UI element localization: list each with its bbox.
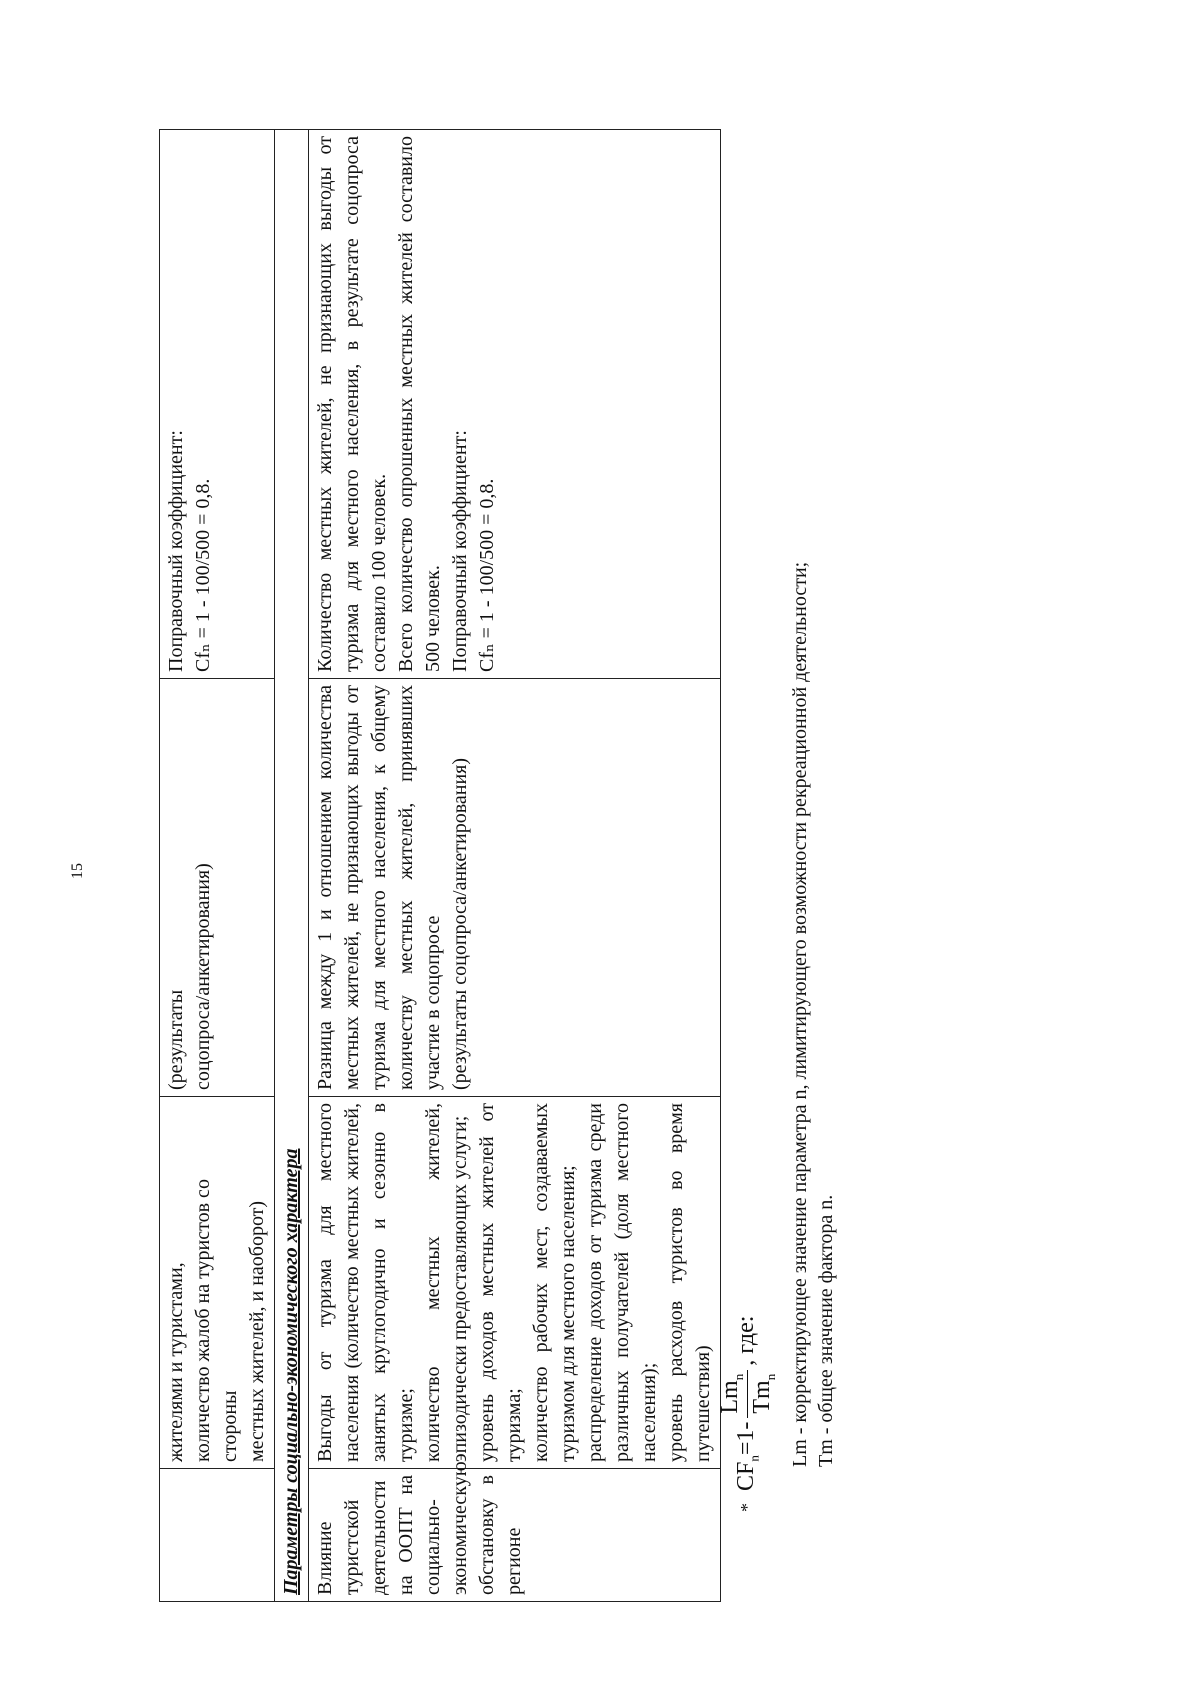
- example-cell: [309, 130, 721, 679]
- note-line: Lm - корректирующее значение параметра n, лимитирующего возможности рекреационной деятельности;: [789, 561, 811, 1467]
- denominator-sub: n: [762, 1373, 778, 1381]
- table-row: [160, 130, 275, 1602]
- numerator-text: Lm: [717, 1380, 743, 1414]
- page-number: 15: [69, 863, 86, 879]
- cell-line: Cfₙ = 1 - 100/500 = 0,8.: [476, 478, 498, 672]
- denominator-text: Tm: [748, 1380, 775, 1414]
- numerator-sub: n: [730, 1373, 746, 1381]
- cell-line: Выгоды от туризма для местного населения (количество местных жителей, занятых круглогодично и сезонно в туризме;: [314, 1103, 417, 1462]
- formula-suffix: , где:: [732, 1315, 759, 1366]
- table-row: [309, 130, 721, 1602]
- cell-line: количество местных жителей, эпизодически предоставляющих услуги;: [422, 1103, 471, 1462]
- cell-line: количество рабочих мест, создаваемых туризмом для местного населения;: [530, 1103, 579, 1462]
- cell-line: соцопроса/анкетирования): [192, 863, 214, 1090]
- cell-line: уровень расходов туристов во время путешествия): [665, 1103, 714, 1462]
- cell-line: распределение доходов от туризма среди различных получателей (доля местного населения);: [584, 1103, 660, 1462]
- table-cell: [160, 1469, 275, 1602]
- note-line: Tm - общее значение фактора n.: [815, 1194, 837, 1467]
- formula-notes: [787, 562, 839, 1467]
- fraction-denominator: [748, 1370, 777, 1418]
- cell-line: количество жалоб на туристов со стороны: [192, 1179, 241, 1462]
- formula-fraction: [718, 1370, 777, 1418]
- cell-line: Всего количество опрошенных местных жителей составило 500 человек.: [395, 136, 444, 672]
- table-cell: [160, 130, 275, 679]
- cell-line: (результаты соцопроса/анкетирования): [449, 757, 471, 1090]
- cell-line: Cfₙ = 1 - 100/500 = 0,8.: [192, 478, 214, 672]
- footnote-star: *: [737, 1503, 758, 1512]
- formula-equals: =1-: [732, 1421, 759, 1456]
- fraction-numerator: [718, 1370, 748, 1418]
- indicators-cell: [309, 1097, 721, 1469]
- parameters-table: [159, 129, 721, 1602]
- section-title: Параметры социально-экономического характера: [275, 130, 309, 1602]
- cell-line: Поправочный коэффициент:: [165, 430, 187, 672]
- cell-line: Разница между 1 и отношением количества местных жителей, не признающих выгоды от туризма для местного населения, к общему количеству местных жителей, принявших участие в соцопросе: [314, 685, 444, 1090]
- cell-line: уровень доходов местных жителей от туризма;: [476, 1103, 525, 1462]
- formula-lhs-sub: n: [746, 1455, 762, 1462]
- correction-formula: [718, 1316, 777, 1512]
- formula-lhs: CF: [732, 1461, 759, 1491]
- cell-line: жителями и туристами,: [165, 1262, 187, 1462]
- section-header-row: [275, 130, 309, 1602]
- calculation-method-cell: [309, 679, 721, 1097]
- cell-line: (результаты: [165, 989, 187, 1090]
- cell-line: Количество местных жителей, не признающих выгоды от туризма для местного населения, в результате соцопроса составило 100 человек.: [314, 136, 390, 672]
- table-cell: [160, 1097, 275, 1469]
- cell-line: Поправочный коэффициент:: [449, 430, 471, 672]
- cell-line: местных жителей, и наоборот): [246, 1200, 268, 1462]
- table-cell: [160, 679, 275, 1097]
- parameter-name-cell: Влияние туристской деятельности на ООПТ на социально-экономическую обстановку в регионе: [309, 1469, 721, 1602]
